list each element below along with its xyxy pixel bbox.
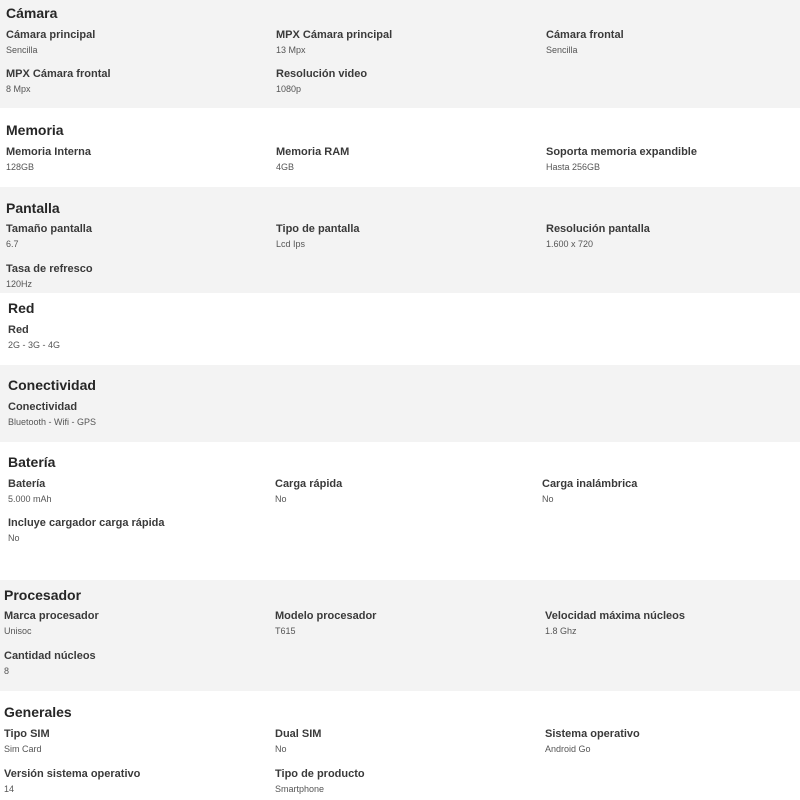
spec-label: Cámara frontal bbox=[546, 29, 624, 41]
spec-item bbox=[545, 610, 685, 637]
spec-label: Soporta memoria expandible bbox=[546, 146, 697, 158]
spec-item bbox=[8, 324, 60, 351]
spec-label: Carga rápida bbox=[275, 478, 343, 490]
spec-label: Tipo de pantalla bbox=[276, 223, 360, 235]
spec-value: 120Hz bbox=[6, 279, 33, 289]
spec-item bbox=[4, 768, 140, 795]
spec-item bbox=[6, 29, 95, 56]
spec-label: Tamaño pantalla bbox=[6, 223, 92, 235]
spec-value: 13 Mpx bbox=[276, 45, 306, 55]
spec-item bbox=[275, 610, 376, 637]
spec-value: T615 bbox=[275, 626, 296, 636]
spec-label: MPX Cámara principal bbox=[276, 29, 393, 41]
spec-value: 2G - 3G - 4G bbox=[8, 340, 61, 350]
spec-value: Hasta 256GB bbox=[546, 162, 601, 172]
section-title: Pantalla bbox=[6, 200, 60, 216]
spec-value: 5.000 mAh bbox=[8, 494, 52, 504]
spec-value: No bbox=[8, 533, 20, 543]
spec-value: 128GB bbox=[6, 162, 35, 172]
spec-value: 1080p bbox=[276, 84, 302, 94]
spec-value: No bbox=[542, 494, 554, 504]
spec-value: Bluetooth - Wifi - GPS bbox=[8, 417, 97, 427]
spec-label: Sistema operativo bbox=[545, 728, 640, 740]
section-title: Batería bbox=[8, 454, 56, 470]
spec-item bbox=[546, 146, 697, 173]
section-bateria bbox=[0, 442, 800, 580]
section-memoria bbox=[0, 108, 800, 187]
spec-value: Android Go bbox=[545, 744, 591, 754]
spec-label: Modelo procesador bbox=[275, 610, 377, 622]
spec-label: Red bbox=[8, 324, 29, 336]
spec-label: Memoria Interna bbox=[6, 146, 91, 158]
section-title: Conectividad bbox=[8, 377, 96, 393]
spec-label: Marca procesador bbox=[4, 610, 99, 622]
section-red bbox=[0, 293, 800, 365]
spec-value: 1.600 x 720 bbox=[546, 239, 594, 249]
section-conectividad bbox=[0, 365, 800, 442]
spec-label: Incluye cargador carga rápida bbox=[8, 517, 165, 529]
spec-item bbox=[8, 401, 96, 428]
spec-label: Velocidad máxima núcleos bbox=[545, 610, 686, 622]
spec-item bbox=[276, 68, 367, 95]
section-title: Generales bbox=[4, 704, 72, 720]
spec-value: Sencilla bbox=[546, 45, 578, 55]
spec-item bbox=[542, 478, 637, 505]
spec-item bbox=[275, 478, 342, 505]
spec-item bbox=[8, 478, 52, 505]
spec-label: Dual SIM bbox=[275, 728, 322, 740]
spec-item bbox=[8, 517, 165, 544]
section-camara bbox=[0, 0, 800, 108]
spec-value: No bbox=[275, 494, 287, 504]
spec-item bbox=[546, 223, 650, 250]
spec-label: Tipo SIM bbox=[4, 728, 50, 740]
spec-item bbox=[4, 728, 50, 755]
spec-label: Cantidad núcleos bbox=[4, 650, 96, 662]
spec-label: Cámara principal bbox=[6, 29, 96, 41]
spec-item bbox=[276, 223, 360, 250]
spec-value: Lcd Ips bbox=[276, 239, 306, 249]
spec-item bbox=[275, 768, 365, 795]
spec-value: Smartphone bbox=[275, 784, 325, 794]
spec-label: Resolución video bbox=[276, 68, 368, 80]
spec-item bbox=[276, 146, 349, 173]
spec-label: Memoria RAM bbox=[276, 146, 350, 158]
spec-label: Resolución pantalla bbox=[546, 223, 650, 235]
spec-item bbox=[6, 263, 93, 290]
spec-item bbox=[276, 29, 392, 56]
spec-item bbox=[6, 223, 92, 250]
spec-label: Versión sistema operativo bbox=[4, 768, 141, 780]
spec-label: MPX Cámara frontal bbox=[6, 68, 111, 80]
spec-value: 1.8 Ghz bbox=[545, 626, 577, 636]
spec-value: 6.7 bbox=[6, 239, 19, 249]
spec-value: 4GB bbox=[276, 162, 295, 172]
spec-label: Tipo de producto bbox=[275, 768, 365, 780]
spec-value: No bbox=[275, 744, 287, 754]
spec-item bbox=[6, 146, 91, 173]
section-procesador bbox=[0, 580, 800, 691]
section-title: Red bbox=[8, 300, 35, 316]
spec-label: Carga inalámbrica bbox=[542, 478, 638, 490]
spec-value: 8 Mpx bbox=[6, 84, 31, 94]
spec-value: 14 bbox=[4, 784, 15, 794]
section-generales bbox=[0, 691, 800, 800]
spec-label: Tasa de refresco bbox=[6, 263, 93, 275]
spec-item bbox=[4, 650, 96, 677]
spec-item bbox=[275, 728, 321, 755]
spec-item bbox=[6, 68, 111, 95]
spec-item bbox=[4, 610, 99, 637]
spec-value: Sencilla bbox=[6, 45, 38, 55]
spec-item bbox=[546, 29, 624, 56]
spec-value: 8 bbox=[4, 666, 10, 676]
spec-value: Unisoc bbox=[4, 626, 32, 636]
spec-value: Sim Card bbox=[4, 744, 42, 754]
section-title: Procesador bbox=[4, 587, 82, 603]
spec-item bbox=[545, 728, 640, 755]
spec-label: Batería bbox=[8, 478, 46, 490]
spec-label: Conectividad bbox=[8, 401, 78, 413]
section-pantalla bbox=[0, 187, 800, 293]
section-title: Cámara bbox=[6, 5, 58, 21]
section-title: Memoria bbox=[6, 122, 64, 138]
